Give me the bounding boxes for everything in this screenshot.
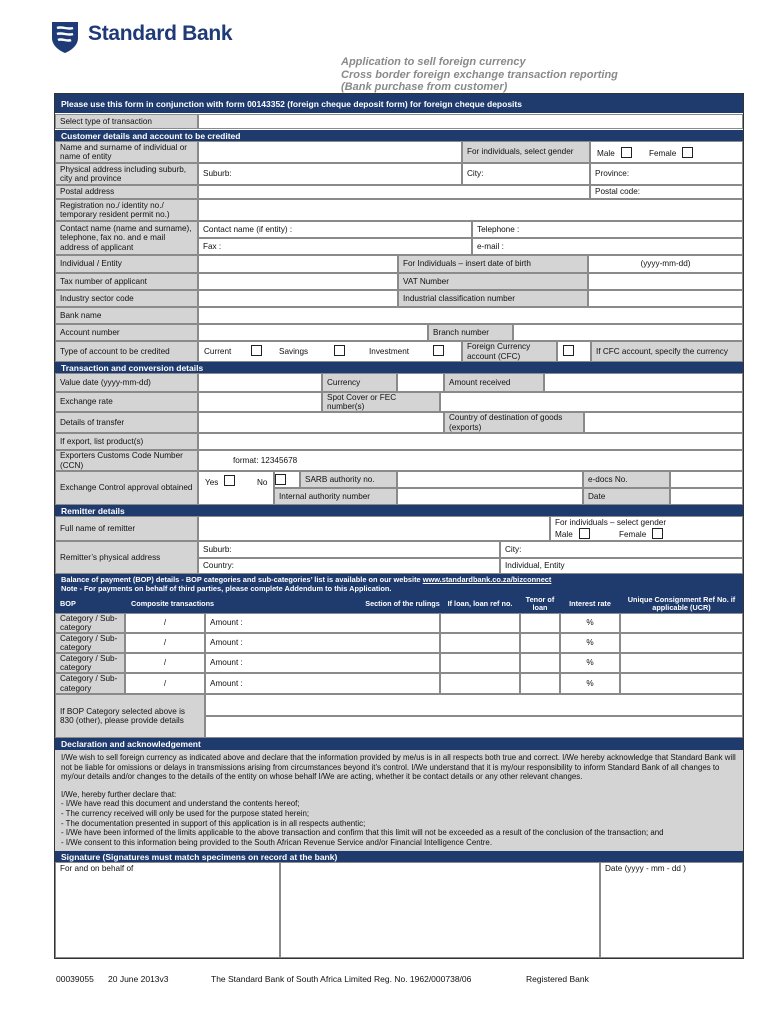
declaration-item: - I/We have read this document and understand the contents hereof; <box>61 799 300 809</box>
name-label: Name and surname of individual or name of entity <box>55 141 198 163</box>
postal-code-label: Postal code: <box>595 187 641 197</box>
no-checkbox[interactable] <box>275 474 286 485</box>
declaration-item: - The currency received will only be used for the purpose stated herein; <box>61 808 310 818</box>
gender-label: For individuals, select gender <box>462 141 590 163</box>
ccn-field[interactable] <box>198 450 743 471</box>
cfc-label: Foreign Currency account (CFC) <box>462 341 557 362</box>
bop-category-field[interactable] <box>125 633 205 653</box>
bop-830-label: If BOP Category selected above is 830 (other), please provide details <box>55 694 205 738</box>
bop-notice <box>55 574 743 594</box>
province-field[interactable] <box>590 163 743 185</box>
declaration-text <box>55 750 743 851</box>
bop-tenor-field[interactable] <box>520 633 560 653</box>
suburb-label: Suburb: <box>203 169 232 179</box>
behalf-field[interactable] <box>55 862 280 958</box>
bop-category-label: Category / Sub-category <box>55 633 125 653</box>
remitter-suburb-field[interactable] <box>198 541 500 558</box>
bop-amount-field[interactable] <box>205 673 440 694</box>
physical-address-label: Physical address including suburb, city and province <box>55 163 198 185</box>
postal-address-field[interactable] <box>198 185 590 199</box>
bop-ucr-field[interactable] <box>620 673 743 694</box>
bop-percent: % <box>586 638 594 648</box>
female-label: Female <box>649 149 677 158</box>
declaration-section-header: Declaration and acknowledgement <box>55 738 743 750</box>
footer-form-code: 00039055 <box>56 974 94 984</box>
ccn-format: format: 12345678 <box>233 455 298 465</box>
bop-slash: / <box>163 618 167 628</box>
remitter-city-label: City: <box>505 544 522 554</box>
birth-date-format: (yyyy-mm-dd) <box>640 259 691 269</box>
bop-interest-field[interactable] <box>560 613 620 633</box>
bop-category-field[interactable] <box>125 673 205 694</box>
ccn-label: Exporters Customs Code Number (CCN) <box>55 450 198 471</box>
exchange-rate-label: Exchange rate <box>55 392 198 412</box>
branch-number-field[interactable] <box>513 324 743 341</box>
country-destination-label: Country of destination of goods (exports) <box>444 412 584 433</box>
title-line-1: Application to sell foreign currency <box>341 56 526 68</box>
bop-percent: % <box>586 678 594 688</box>
ucr-col-header: Unique Consignment Ref No. if applicable (UCR) <box>620 594 743 613</box>
account-type-options <box>198 341 462 362</box>
remitter-gender-label: For individuals – select gender <box>555 518 667 527</box>
industrial-classification-label: Industrial classification number <box>398 290 588 307</box>
male-checkbox[interactable] <box>621 147 632 158</box>
bop-category-label: Category / Sub-category <box>55 673 125 694</box>
birth-date-field[interactable] <box>588 255 743 273</box>
email-field[interactable] <box>472 238 743 255</box>
telephone-field[interactable] <box>472 221 743 238</box>
exchange-rate-field[interactable] <box>198 392 322 412</box>
remitter-entity-label: Individual, Entity <box>505 561 565 571</box>
transaction-section-header: Transaction and conversion details <box>55 362 743 373</box>
bop-tenor-field[interactable] <box>520 613 560 633</box>
industry-sector-label: Industry sector code <box>55 290 198 307</box>
account-number-label: Account number <box>55 324 198 341</box>
investment-checkbox[interactable] <box>433 345 444 356</box>
suburb-field[interactable] <box>198 163 462 185</box>
telephone-label: Telephone : <box>477 224 520 234</box>
tenor-col-header: Tenor of loan <box>520 594 560 613</box>
account-number-field[interactable] <box>198 324 428 341</box>
value-date-field[interactable] <box>198 373 322 392</box>
customer-section-header: Customer details and account to be credited <box>55 130 743 141</box>
bop-830-field-2[interactable] <box>205 716 743 738</box>
declaration-item: - The documentation presented in support of this application is in all respects authentic; <box>61 818 366 828</box>
export-products-label: If export, list product(s) <box>55 433 198 450</box>
remitter-section-header: Remitter details <box>55 505 743 516</box>
declaration-paragraph: I/We wish to sell foreign currency as indicated above and declare that the information provided by me/us is in all respects both true and correct. I/We hereby acknowledge that Standard Bank will not be liable for omissions or delays in transmissions arising from circumstances beyond it’s control. I/We understand that it is my/our responsibility to inform Standard Bank of all changes to my/our details and/or changes to the details of the entity on whose behalf I/We are acting, whether it be contact details or any other relevant changes. <box>61 753 736 782</box>
section-rulings-col-header: Section of the rulings <box>365 594 440 613</box>
internal-authority-field[interactable] <box>397 488 583 505</box>
bop-amount-label: Amount : <box>210 638 243 648</box>
bop-amount-field[interactable] <box>205 653 440 673</box>
individual-entity-label: Individual / Entity <box>55 255 198 273</box>
signature-date-label: Date (yyyy - mm - dd ) <box>605 864 686 873</box>
bop-percent: % <box>586 618 594 628</box>
bop-loan-ref-field[interactable] <box>440 633 520 653</box>
bop-slash: / <box>163 638 167 648</box>
bop-interest-field[interactable] <box>560 673 620 694</box>
bop-ucr-field[interactable] <box>620 613 743 633</box>
select-type-label: Select type of transaction <box>55 114 198 129</box>
industry-sector-field[interactable] <box>198 290 398 307</box>
bop-tenor-field[interactable] <box>520 673 560 694</box>
loan-ref-col-header: If loan, loan ref no. <box>440 594 520 613</box>
vat-number-field[interactable] <box>588 273 743 290</box>
amount-received-field[interactable] <box>544 373 743 392</box>
individual-entity-field[interactable] <box>198 255 398 273</box>
bop-ucr-field[interactable] <box>620 653 743 673</box>
bop-loan-ref-field[interactable] <box>440 653 520 673</box>
email-label: e-mail : <box>477 241 504 251</box>
remitter-country-label: Country: <box>203 561 234 571</box>
city-label: City: <box>467 169 484 179</box>
bop-category-field[interactable] <box>125 613 205 633</box>
bop-830-field-1[interactable] <box>205 694 743 716</box>
currency-field[interactable] <box>397 373 444 392</box>
branch-number-label: Branch number <box>428 324 513 341</box>
footer-registration: The Standard Bank of South Africa Limited Reg. No. 1962/000738/06 <box>211 974 472 984</box>
male-label: Male <box>597 149 615 158</box>
bop-slash: / <box>163 658 167 668</box>
country-destination-field[interactable] <box>584 412 743 433</box>
details-transfer-field[interactable] <box>198 412 444 433</box>
shield-logo-icon <box>50 20 80 54</box>
current-checkbox[interactable] <box>251 345 262 356</box>
bop-percent: % <box>586 658 594 668</box>
savings-label: Savings <box>279 347 309 356</box>
declaration-item: - I/We have been informed of the limits applicable to the above transaction and confirm that this limit will not be exceeded as a result of the conclusion of the transaction; and <box>61 828 664 838</box>
amount-received-label: Amount received <box>444 373 544 392</box>
city-field[interactable] <box>462 163 590 185</box>
exchange-control-options <box>198 471 274 505</box>
province-label: Province: <box>595 169 630 179</box>
bop-notice-note: Note - For payments on behalf of third parties, please complete Addendum to this Application. <box>61 584 392 593</box>
export-products-field[interactable] <box>198 433 743 450</box>
remitter-city-field[interactable] <box>500 541 743 558</box>
composite-col-header: Composite transactions <box>125 594 365 613</box>
savings-checkbox[interactable] <box>334 345 345 356</box>
remitter-female-checkbox[interactable] <box>652 528 663 539</box>
bop-amount-label: Amount : <box>210 658 243 668</box>
date-field[interactable] <box>670 488 743 505</box>
contact-label: Contact name (name and surname), telephone, fax no. and e mail address of applicant <box>55 221 198 255</box>
tax-number-label: Tax number of applicant <box>55 273 198 290</box>
bop-website-link[interactable]: www.standardbank.co.za/bizconnect <box>422 575 552 584</box>
bop-tenor-field[interactable] <box>520 653 560 673</box>
remitter-suburb-label: Suburb: <box>203 544 232 554</box>
remitter-address-label: Remitter’s physical address <box>55 541 198 574</box>
remitter-country-field[interactable] <box>198 558 500 574</box>
exchange-control-label: Exchange Control approval obtained <box>55 471 198 505</box>
bop-loan-ref-field[interactable] <box>440 673 520 694</box>
remitter-entity-field[interactable] <box>500 558 743 574</box>
brand-name: Standard Bank <box>88 22 233 45</box>
bop-amount-field[interactable] <box>205 613 440 633</box>
no-cell <box>274 471 300 488</box>
contact-name-label: Contact name (if entity) : <box>203 224 293 234</box>
footer-version: 20 June 2013v3 <box>108 974 169 984</box>
bop-ucr-field[interactable] <box>620 633 743 653</box>
date-label: Date <box>583 488 670 505</box>
declaration-item: - I/We consent to this information being provided to the South African Revenue Service and/or Financial Intelligence Centre. <box>61 837 493 847</box>
bank-name-field[interactable] <box>198 307 743 324</box>
fax-field[interactable] <box>198 238 472 255</box>
edocs-field[interactable] <box>670 471 743 488</box>
bop-amount-label: Amount : <box>210 678 243 688</box>
behalf-label: For and on behalf of <box>60 864 134 873</box>
title-line-3: (Bank purchase from customer) <box>341 81 508 93</box>
vat-number-label: VAT Number <box>398 273 588 290</box>
footer-registered-bank: Registered Bank <box>526 974 589 984</box>
birth-date-label: For Individuals – insert date of birth <box>398 255 588 273</box>
female-checkbox[interactable] <box>682 147 693 158</box>
bop-interest-field[interactable] <box>560 633 620 653</box>
sarb-field[interactable] <box>397 471 583 488</box>
yes-checkbox[interactable] <box>224 475 235 486</box>
name-field[interactable] <box>198 141 462 163</box>
cfc-checkbox[interactable] <box>563 345 574 356</box>
registration-label: Registration no./ identity no./ temporary resident permit no.) <box>55 199 198 221</box>
edocs-label: e-docs No. <box>583 471 670 488</box>
remitter-male-checkbox[interactable] <box>579 528 590 539</box>
remitter-name-field[interactable] <box>198 516 550 541</box>
bop-slash: / <box>163 678 167 688</box>
registration-field[interactable] <box>198 199 743 221</box>
contact-name-field[interactable] <box>198 221 472 238</box>
declaration-intro: I/We, hereby further declare that: <box>61 789 177 799</box>
bop-interest-field[interactable] <box>560 653 620 673</box>
bop-amount-field[interactable] <box>205 633 440 653</box>
postal-code-field[interactable] <box>590 185 743 199</box>
value-date-label: Value date (yyyy-mm-dd) <box>55 373 198 392</box>
remitter-name-label: Full name of remitter <box>55 516 198 541</box>
tax-number-field[interactable] <box>198 273 398 290</box>
remitter-gender-cell <box>550 516 743 541</box>
signature-date-field[interactable] <box>600 862 743 958</box>
select-type-field[interactable] <box>198 114 743 129</box>
spot-cover-field[interactable] <box>440 392 743 412</box>
currency-label: Currency <box>322 373 397 392</box>
bop-category-label: Category / Sub-category <box>55 653 125 673</box>
spot-cover-label: Spot Cover or FEC number(s) <box>322 392 440 412</box>
yes-label: Yes <box>205 478 219 487</box>
signature-field[interactable] <box>280 862 600 958</box>
current-label: Current <box>204 347 232 356</box>
interest-col-header: Interest rate <box>560 594 620 613</box>
intro-bar: Please use this form in conjunction with form 00143352 (foreign cheque deposit form) for foreign cheque deposits <box>55 94 743 113</box>
internal-authority-label: Internal authority number <box>274 488 397 505</box>
account-type-label: Type of account to be credited <box>55 341 198 362</box>
bop-category-label: Category / Sub-category <box>55 613 125 633</box>
form-title <box>341 56 618 94</box>
bop-loan-ref-field[interactable] <box>440 613 520 633</box>
fax-label: Fax : <box>203 241 222 251</box>
investment-label: Investment <box>369 347 410 356</box>
bank-name-label: Bank name <box>55 307 198 324</box>
gender-cell <box>590 141 743 163</box>
remitter-male-label: Male <box>555 530 573 539</box>
bop-category-field[interactable] <box>125 653 205 673</box>
signature-section-header: Signature (Signatures must match specimens on record at the bank) <box>55 851 743 862</box>
cfc-currency-label: If CFC account, specify the currency <box>591 341 743 362</box>
bop-notice-text: Balance of payment (BOP) details - BOP categories and sub-categories’ list is available on our website <box>61 575 423 584</box>
bop-amount-label: Amount : <box>210 618 243 628</box>
title-line-2: Cross border foreign exchange transaction reporting <box>341 68 618 81</box>
remitter-female-label: Female <box>619 530 647 539</box>
postal-address-label: Postal address <box>55 185 198 199</box>
industrial-classification-field[interactable] <box>588 290 743 307</box>
sarb-label: SARB authority no. <box>300 471 397 488</box>
bop-col-header: BOP <box>55 594 125 613</box>
no-label: No <box>257 478 268 487</box>
details-transfer-label: Details of transfer <box>55 412 198 433</box>
cfc-cell <box>557 341 591 362</box>
